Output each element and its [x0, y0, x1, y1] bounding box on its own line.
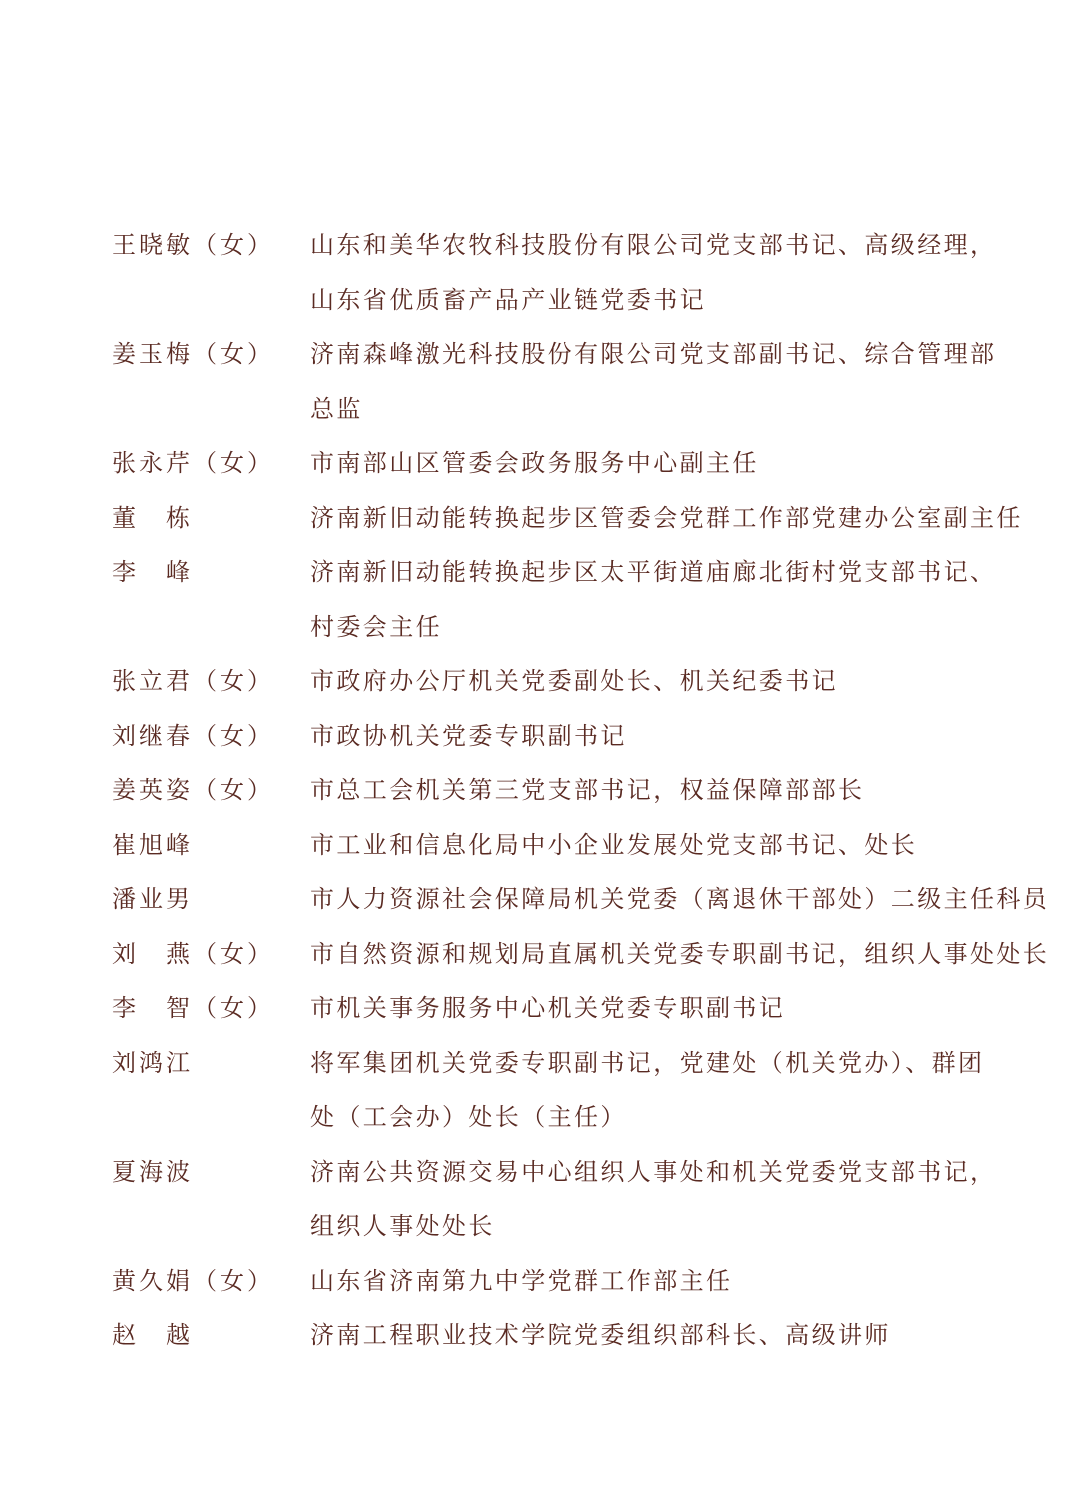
list-item: [0, 491, 1080, 546]
title-line: 市自然资源和规划局直属机关党委专职副书记，组织人事处处长: [310, 939, 1050, 968]
person-name: 夏海波: [112, 1157, 193, 1186]
title-line: 山东省优质畜产品产业链党委书记: [310, 285, 706, 314]
person-title: [310, 327, 997, 436]
list-item: [0, 709, 1080, 764]
person-name: 黄久娟（女）: [112, 1266, 274, 1295]
title-line: 市政协机关党委专职副书记: [310, 721, 627, 750]
title-line: 村委会主任: [310, 612, 442, 641]
person-title: [310, 927, 1050, 982]
person-name: 张立君（女）: [112, 667, 274, 695]
title-line: 市工业和信息化局中小企业发展处党支部书记、处长: [310, 830, 918, 859]
person-name: 姜玉梅（女）: [112, 340, 274, 368]
list-item: [0, 327, 1080, 436]
title-line: 市政府办公厅机关党委副处长、机关纪委书记: [310, 667, 838, 695]
list-item: [0, 436, 1080, 491]
person-name: 刘继春（女）: [112, 721, 274, 750]
list-item: [0, 218, 1080, 327]
title-line: 市总工会机关第三党支部书记，权益保障部部长: [310, 776, 865, 804]
list-item: [0, 981, 1080, 1036]
person-name: 李 智（女）: [112, 994, 274, 1022]
person-title: [310, 545, 997, 654]
title-line: 将军集团机关党委专职副书记，党建处（机关党办）、群团: [310, 1048, 985, 1077]
list-item: [0, 1308, 1080, 1363]
title-line: 总监: [310, 394, 363, 423]
person-title: [310, 818, 978, 873]
honoree-list: [0, 218, 1080, 1363]
list-item: [0, 818, 1080, 873]
list-item: [0, 1145, 1080, 1254]
title-line: 山东和美华农牧科技股份有限公司党支部书记、高级经理，: [310, 231, 997, 259]
title-line: 济南新旧动能转换起步区太平街道庙廊北街村党支部书记、: [310, 558, 997, 586]
list-item: [0, 763, 1080, 818]
person-title: [310, 218, 997, 327]
person-title: [310, 1254, 978, 1309]
person-name: 董 栋: [112, 503, 193, 532]
person-name: 崔旭峰: [112, 830, 193, 859]
person-name: 刘 燕（女）: [112, 939, 274, 968]
list-item: [0, 1254, 1080, 1309]
person-title: [310, 491, 1023, 546]
list-item: [0, 872, 1080, 927]
person-name: 王晓敏（女）: [112, 231, 274, 259]
title-line: 市机关事务服务中心机关党委专职副书记: [310, 994, 786, 1022]
title-line: 济南新旧动能转换起步区管委会党群工作部党建办公室副主任: [310, 503, 1023, 532]
person-name: 李 峰: [112, 558, 193, 586]
title-line: 济南森峰激光科技股份有限公司党支部副书记、综合管理部: [310, 340, 997, 368]
list-item: [0, 654, 1080, 709]
person-title: [310, 1145, 997, 1254]
person-name: 潘业男: [112, 885, 193, 913]
person-name: 刘鸿江: [112, 1048, 193, 1077]
person-name: 姜英姿（女）: [112, 776, 274, 804]
person-title: [310, 654, 978, 709]
title-line: 组织人事处处长: [310, 1212, 495, 1240]
title-line: 山东省济南第九中学党群工作部主任: [310, 1266, 733, 1295]
title-line: 处（工会办）处长（主任）: [310, 1103, 627, 1131]
list-item: [0, 927, 1080, 982]
person-title: [310, 1036, 985, 1145]
title-line: 市南部山区管委会政务服务中心副主任: [310, 449, 759, 477]
title-line: 济南公共资源交易中心组织人事处和机关党委党支部书记，: [310, 1157, 997, 1186]
title-line: 济南工程职业技术学院党委组织部科长、高级讲师: [310, 1321, 891, 1349]
person-title: [310, 981, 978, 1036]
person-name: 赵 越: [112, 1321, 193, 1349]
title-line: 市人力资源社会保障局机关党委（离退休干部处）二级主任科员: [310, 885, 1050, 913]
person-title: [310, 763, 978, 818]
person-title: [310, 436, 978, 491]
list-item: [0, 545, 1080, 654]
person-title: [310, 709, 978, 764]
person-name: 张永芹（女）: [112, 449, 274, 477]
person-title: [310, 872, 1050, 927]
person-title: [310, 1308, 978, 1363]
list-item: [0, 1036, 1080, 1145]
